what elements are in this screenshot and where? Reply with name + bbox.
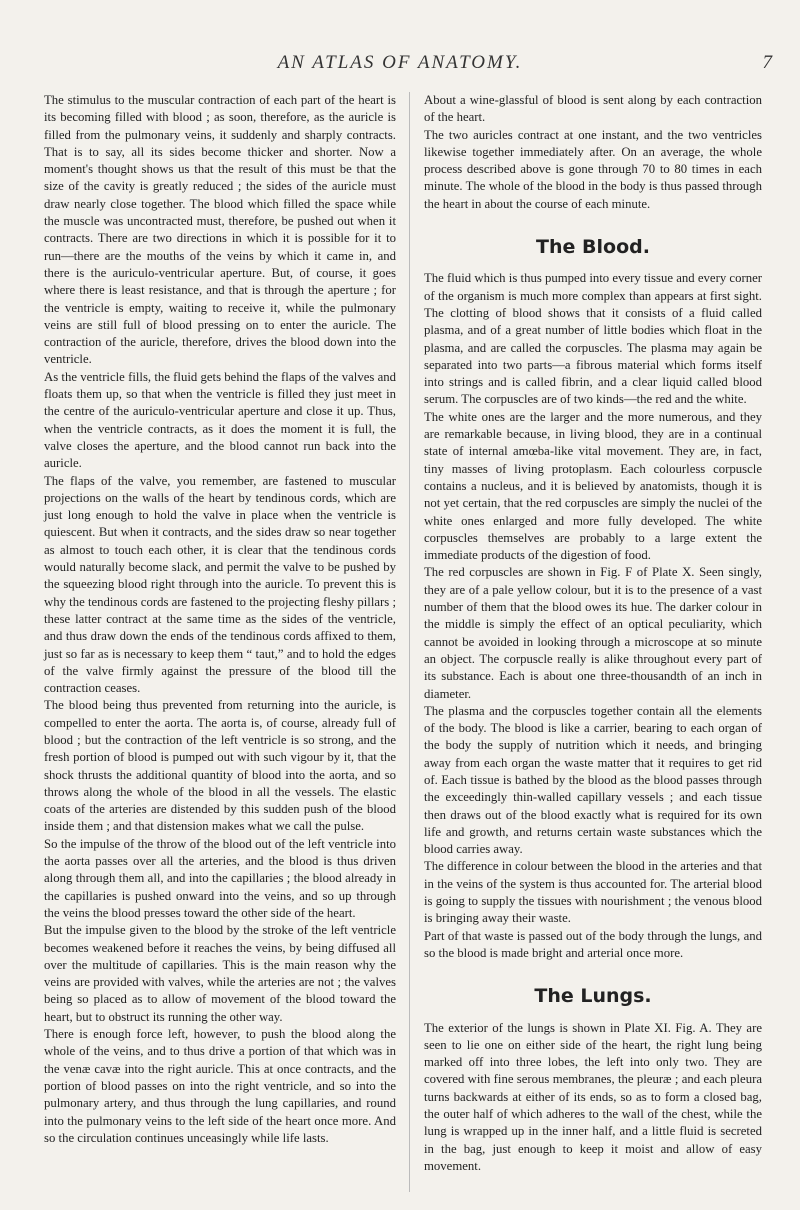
- paragraph: The white ones are the larger and the more numerous, and they are remarkable because, in living blood, they are in a continual state of internal amœba-like vital movement. They are, in fact, tiny masses of living protoplasm. Each colourless corpuscle contains a nucleus, and it is believed by anatomists, though it is not yet certain, that the red corpuscles are simply the nuclei of the white ones enlarged and more fully developed. The white corpuscles themselves are probably to a large extent the immediate products of the digestion of food.: [424, 409, 762, 563]
- paragraph: But the impulse given to the blood by the stroke of the left ventricle becomes weakened before it reaches the veins, by being diffused all over the multitude of capillaries. This is the main reason why the veins are provided with valves, while the arteries are not ; the valves being so placed as to allow of movement of the blood toward the heart, but to obstruct its running the other way.: [44, 923, 396, 1024]
- paragraph: The red corpuscles are shown in Fig. F of Plate X. Seen singly, they are of a pale yellow colour, but it is to the presence of a vast number of them that the blood owes its hue. The darker colour in the middle is simply the effect of an optical peculiarity, which cannot be avoided in looking through a microscope at so minute an object. The corpuscle really is alike throughout every part of its substance. Each is about one three-thousandth of an inch in diameter.: [424, 565, 762, 701]
- paragraph: The flaps of the valve, you remember, are fastened to muscular projections on the walls of the heart by tendinous cords, which are just long enough to hold the valve in place when the ventricle is quiescent. But when it contracts, and the sides draw so near together as almost to touch each other, it is clear that the tendinous cords would naturally become slack, and permit the valve to be pushed by the squeezing blood right through into the auricle. To prevent this is why the tendinous cords are fastened to the projecting fleshy pillars ; these latter contract at the same time as the sides of the ventricle, and thus draw down the ends of the tendinous cords affixed to them, just so far as is necessary to keep them “ taut,” and to hold the edges of the valve firmly against the pressure of the blood till the contraction ceases.: [44, 473, 396, 696]
- paragraph: The stimulus to the muscular contraction of each part of the heart is its becoming filled with blood ; as soon, therefore, as the auricle is filled from the pulmonary veins, it suddenly and sharply contracts. That is to say, all its sides become thicker and shorter. Now a moment's thought shows us that the result of this must be that the size of the cavity is greatly reduced ; the sides of the auricle must draw nearly close together. The blood which filled the space while the muscle was uncontracted must, therefore, be pushed out when it contracts. There are two directions in which it is possible for it to run—there are the mouths of the veins by which it came in, and there is the auriculo-ventricular aperture. But, of course, it goes where there is least resistance, and that is through the aperture ; for the ventricle is empty, waiting to receive it, while the pulmonary veins are still full of blood pressing on to enter the auricle. The contraction of the auricle, therefore, drives the blood down into the ventricle.: [44, 93, 396, 367]
- paragraph: The plasma and the corpuscles together contain all the elements of the body. The blood is like a carrier, bearing to each organ of the body the supply of nutrition which it needs, and bringing away from each organ the waste matter that it requires to get rid of. Each tissue is bathed by the blood as the blood passes through the exceedingly thin-walled capillary vessels ; and each tissue then draws out of the blood exactly what is required for its own life and growth, and returns certain waste substances which the blood carries away.: [424, 703, 762, 857]
- section-title-lungs: The Lungs.: [534, 985, 652, 1008]
- paragraph: The difference in colour between the blood in the arteries and that in the veins of the system is thus accounted for. The arterial blood is going to supply the tissues with nourishment ; the venous blood is bringing away their waste.: [424, 859, 762, 926]
- paragraph: Part of that waste is passed out of the body through the lungs, and so the blood is made bright and arterial once more.: [424, 928, 762, 960]
- section-title-blood: The Blood.: [536, 236, 650, 259]
- running-head: AN ATLAS OF ANATOMY.: [277, 52, 523, 73]
- page-header: [0, 52, 800, 82]
- paragraph: About a wine-glassful of blood is sent along by each contraction of the heart.: [424, 93, 762, 125]
- right-column: [424, 92, 762, 1175]
- paragraph: The blood being thus prevented from returning into the auricle, is compelled to enter the aorta. The aorta is, of course, already full of blood ; but the contraction of the left ventricle is so strong, and the fresh portion of blood is pumped out with such vigour by it, that the shock thrusts the additional quantity of blood into the aorta, and so throws along the whole of the blood in all the vessels. The elastic coats of the arteries are distended by this sudden push of the blood inside them ; and that distension makes what we call the pulse.: [44, 698, 396, 834]
- page-number: 7: [762, 52, 772, 73]
- left-column: [44, 92, 396, 1147]
- paragraph: The exterior of the lungs is shown in Plate XI. Fig. A. They are seen to lie one on either side of the heart, the right lung being marked off into three lobes, the left into only two. They are covered with fine serous membranes, the pleuræ ; and each pleura turns backwards at either of its ends, so as to form a closed bag, the outer half of which adheres to the wall of the chest, while the lung is wrapped up in the inner half, and a little fluid is secreted in the bag, just enough to keep it moist and allow of easy movement.: [424, 1020, 762, 1173]
- paragraph: The fluid which is thus pumped into every tissue and every corner of the organism is much more complex than appears at first sight. The clotting of blood shows that it consists of a fluid called plasma, and of a great number of little bodies which float in the plasma, and are called the corpuscles. The plasma may again be separated into two parts—a fibrous material which forms itself into strings and is called fibrin, and a clear liquid called blood serum. The corpuscles are of two kinds—the red and the white.: [424, 271, 762, 407]
- column-divider: [409, 92, 410, 1192]
- paragraph: There is enough force left, however, to push the blood along the whole of the veins, and to thus drive a portion of that which was in the venæ cavæ into the right auricle. This at once contracts, and the portion of blood passes on into the right ventricle, and so into the pulmonary artery, and thus through the lung capillaries, and round into the pulmonary veins to the left side of the heart once more. And so the circulation continues unceasingly while life lasts.: [44, 1027, 396, 1145]
- paragraph: As the ventricle fills, the fluid gets behind the flaps of the valves and floats them up, so that when the ventricle is filled they just meet in the centre of the auriculo-ventricular aperture and close it up. Thus, when the ventricle contracts, as it does the moment it is full, the valve closes the aperture, and the blood cannot run back into the auricle.: [44, 369, 396, 471]
- paragraph: The two auricles contract at one instant, and the two ventricles likewise together immediately after. On an average, the whole process described above is gone through 70 to 80 times in each minute. The whole of the blood in the body is thus passed through the heart in about the course of each minute.: [424, 127, 762, 211]
- paragraph: So the impulse of the throw of the blood out of the left ventricle into the aorta passes over all the arteries, and the blood is thus driven along through them all, and into the capillaries ; the blood already in the capillaries is pushed onward into the veins, and so up through the veins the blood presses toward the other side of the heart.: [44, 836, 396, 920]
